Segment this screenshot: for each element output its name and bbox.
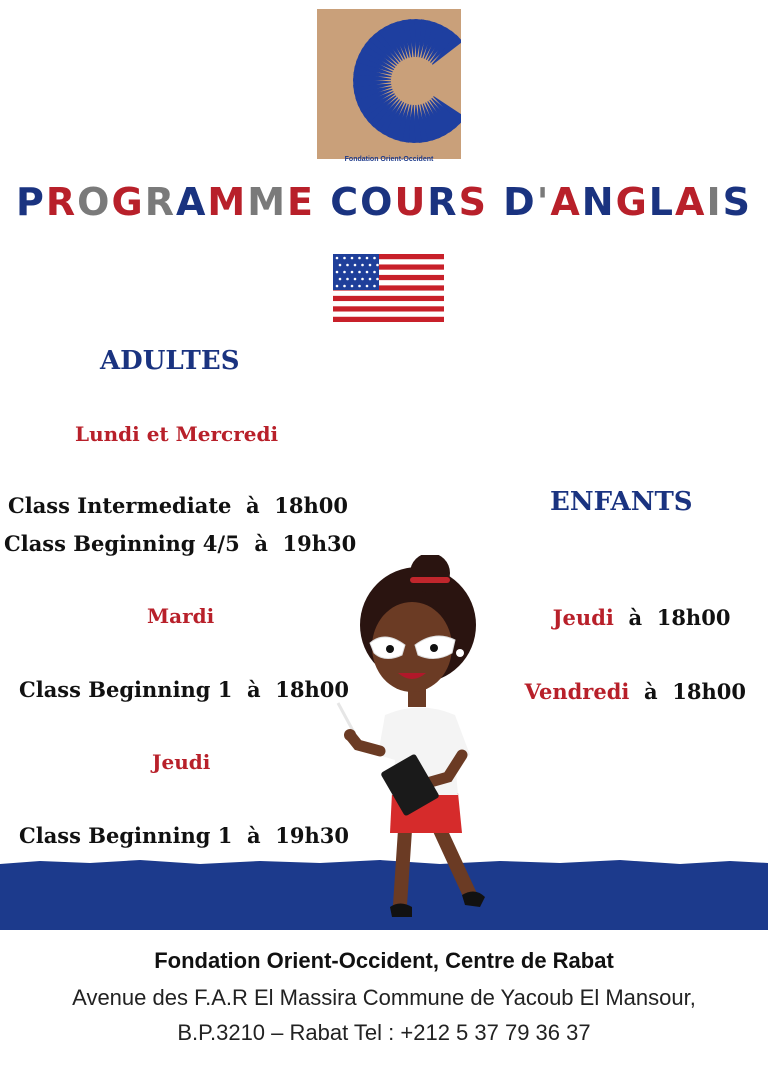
enfants-heading: ENFANTS [550,487,693,517]
footer-organization-name: Fondation Orient-Occident, Centre de Rabat [154,948,614,973]
teacher-illustration [330,555,510,930]
title-letter [315,180,330,224]
title-letter: ' [536,180,551,224]
title-letter: M [207,180,248,224]
title-letter: O [77,180,112,224]
title-letter: G [111,180,145,224]
page-title [0,180,768,224]
title-letter: R [144,180,176,224]
title-letter: P [16,180,46,224]
day-mardi: Mardi [147,604,215,628]
us-flag-icon [333,254,444,322]
class-beginning-1-jeudi: Class Beginning 1 à 19h30 [19,823,349,848]
title-letter: R [45,180,78,224]
title-letter: E [287,180,315,224]
title-letter [488,180,503,224]
enfants-day-jeudi: Jeudi [552,605,614,630]
footer-address: Avenue des F.A.R El Massira Commune de Yacoub El Mansour, [72,985,696,1010]
sunburst-logo-icon [317,9,461,159]
enfants-slot-jeudi [538,580,730,630]
foundation-logo [317,9,461,159]
footer-phone: B.P.3210 – Rabat Tel : +212 5 37 79 36 37 [177,1020,591,1045]
title-letter: S [722,180,752,224]
title-letter: C [330,180,361,224]
title-letter: D [503,180,537,224]
title-letter: L [648,180,676,224]
title-letter: M [247,180,288,224]
day-jeudi-adultes: Jeudi [152,750,211,774]
title-letter: O [360,180,395,224]
title-letter: R [427,180,459,224]
title-letter: A [675,180,707,224]
class-intermediate: Class Intermediate à 18h00 [8,493,348,518]
title-letter: A [550,180,582,224]
title-letter: I [706,180,723,224]
enfants-time-vendredi: à 18h00 [629,679,746,704]
title-letter: A [175,180,208,224]
title-letter: G [615,180,649,224]
title-letter: S [458,180,488,224]
enfants-slot-vendredi [510,654,746,704]
day-lundi-mercredi: Lundi et Mercredi [75,422,279,446]
title-letter: N [581,180,616,224]
title-letter: U [394,180,428,224]
class-beginning-1-mardi: Class Beginning 1 à 18h00 [19,677,349,702]
enfants-day-vendredi: Vendredi [524,679,630,704]
enfants-time-jeudi: à 18h00 [613,605,731,630]
adultes-heading: ADULTES [100,346,240,376]
logo-caption: Fondation Orient-Occident [344,156,434,163]
class-beginning-4-5: Class Beginning 4/5 à 19h30 [4,531,357,556]
